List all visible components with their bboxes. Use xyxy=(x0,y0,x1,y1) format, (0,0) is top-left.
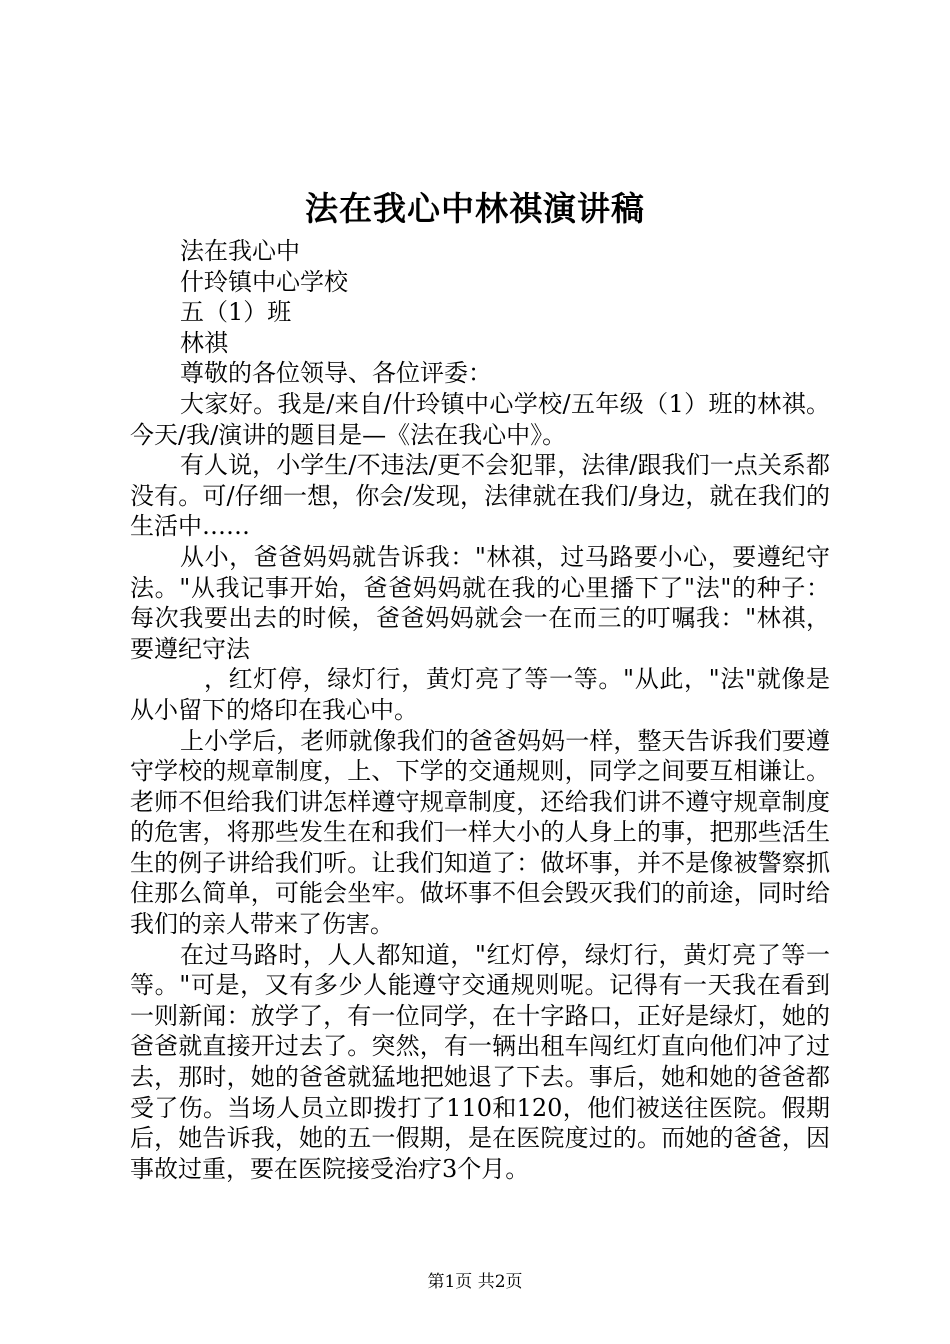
paragraph-news: 在过马路时，人人都知道，"红灯停，绿灯行，黄灯亮了等一等。"可是，又有多少人能遵守交通规则呢。记得有一天我在看到一则新闻：放学了，有一位同学，在十字路口，正好是绿灯，她的爸爸就直接开过去了。突然，有一辆出租车闯红灯直向他们冲了过去，那时，她的爸爸就猛地把她退了下去。事后，她和她的爸爸都受了伤。当场人员立即拨打了110和120，他们被送往医院。假期后，她告诉我，她的五一假期，是在医院度过的。而她的爸爸，因事故过重，要在医院接受治疗3个月。 xyxy=(130,940,830,1183)
paragraph-law-around-us: 有人说，小学生/不违法/更不会犯罪，法律/跟我们一点关系都没有。可/仔细一想，你会/发现，法律就在我们/身边，就在我们的生活中…… xyxy=(130,451,830,541)
paragraph-school: 什玲镇中心学校 xyxy=(180,267,348,296)
paragraph-traffic-light: ，红灯停，绿灯行，黄灯亮了等一等。"从此，"法"就像是从小留下的烙印在我心中。 xyxy=(130,665,830,724)
paragraph-heading: 法在我心中 xyxy=(180,237,300,265)
paragraph-school-rules: 上小学后，老师就像我们的爸爸妈妈一样，整天告诉我们要遵守学校的规章制度，上、下学的交通规则，同学之间要互相谦让。老师不但给我们讲怎样遵守规章制度，还给我们讲不遵守规章制度的危害，将那些发生在和我们一样大小的人身上的事，把那些活生生的例子讲给我们听。让我们知道了：做坏事，并不是像被警察抓住那么简单，可能会坐牢。做坏事不但会毁灭我们的前途，同时给我们的亲人带来了伤害。 xyxy=(130,726,830,939)
document-body xyxy=(130,236,830,1184)
paragraph-name: 林祺 xyxy=(180,328,228,357)
paragraph-class: 五（1）班 xyxy=(180,298,292,327)
document-title: 法在我心中林祺演讲稿 xyxy=(305,189,645,228)
paragraph-intro: 大家好。我是/来自/什玲镇中心学校/五年级（1）班的林祺。今天/我/演讲的题目是—《法在我心中》。 xyxy=(130,389,830,449)
paragraph-parents: 从小，爸爸妈妈就告诉我："林祺，过马路要小心，要遵纪守法。"从我记事开始，爸爸妈妈就在我的心里播下了"法"的种子：每次我要出去的时候，爸爸妈妈就会一在而三的叮嘱我："林祺，要遵纪守法 xyxy=(130,542,830,663)
page-footer: 第1页 共2页 xyxy=(427,1272,523,1292)
paragraph-greeting: 尊敬的各位领导、各位评委： xyxy=(180,359,492,388)
